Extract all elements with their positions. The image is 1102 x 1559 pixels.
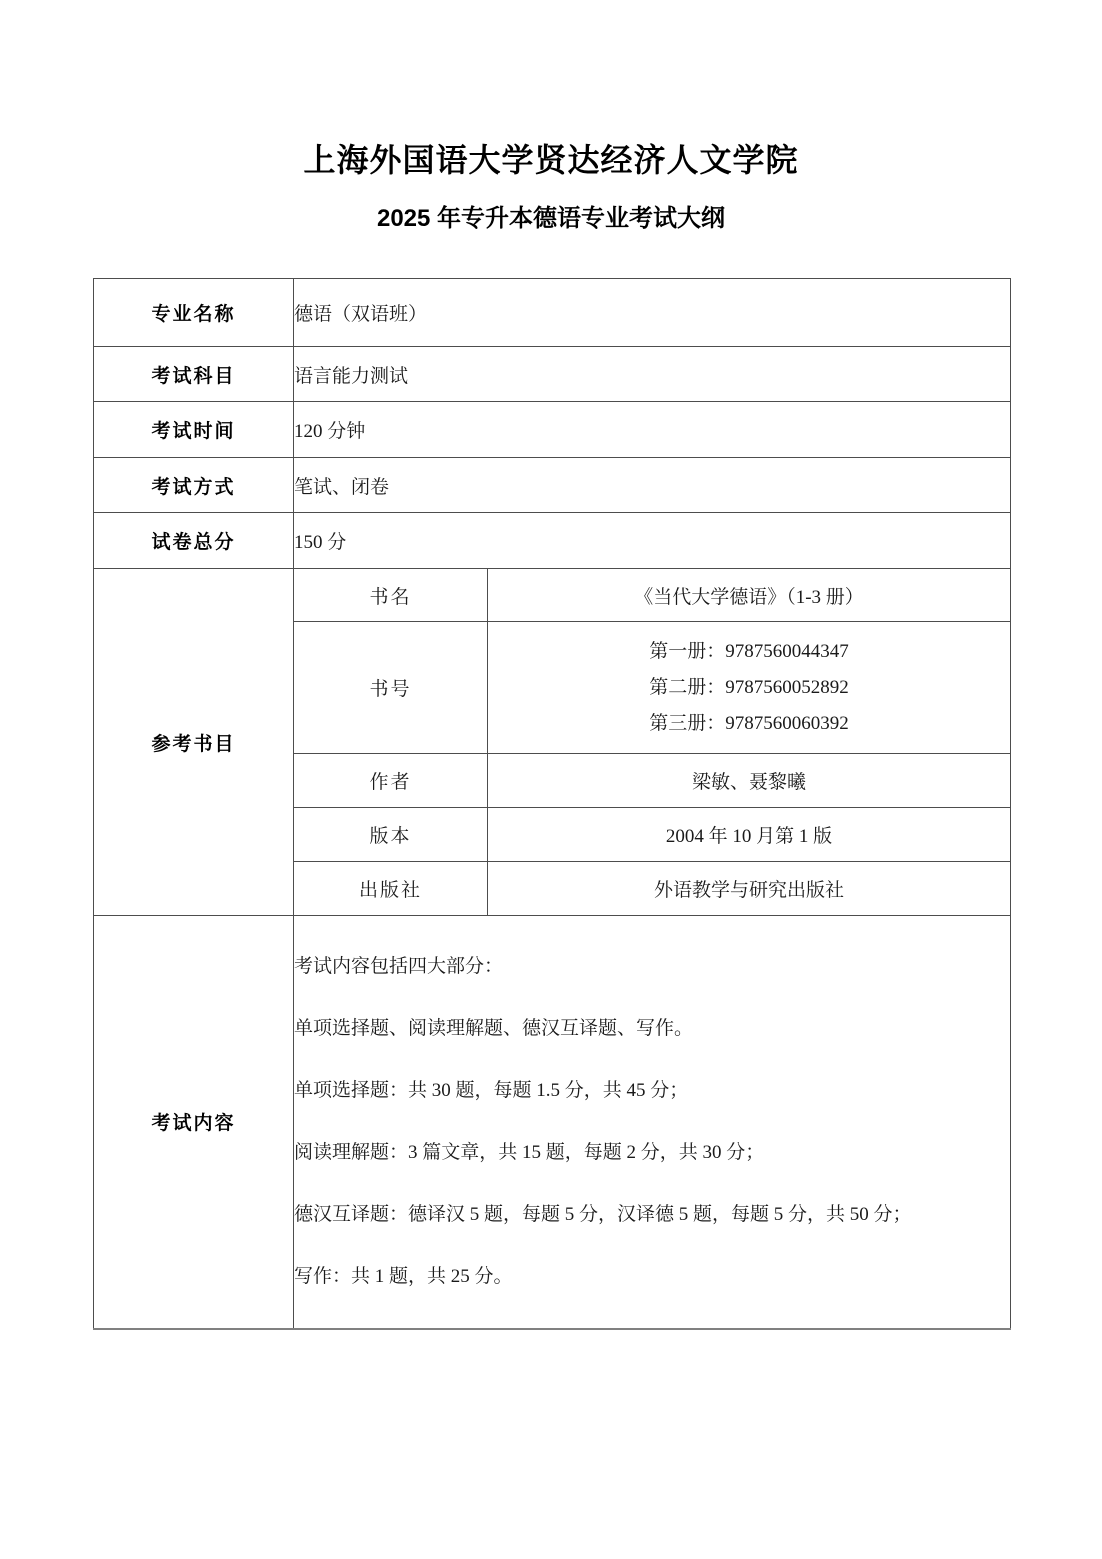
table-row bbox=[94, 347, 1011, 402]
exam-subject-label: 考试科目 bbox=[94, 347, 294, 402]
book-number-line-2: 第二册：9787560052892 bbox=[649, 676, 849, 698]
book-number-value bbox=[488, 622, 1011, 754]
table-row bbox=[94, 569, 1011, 622]
exam-content-line-5: 德汉互译题：德译汉 5 题，每题 5 分，汉译德 5 题，每题 5 分，共 50 分； bbox=[294, 1203, 912, 1225]
exam-content-line-3: 单项选择题：共 30 题，每题 1.5 分，共 45 分； bbox=[294, 1079, 689, 1101]
table-row bbox=[94, 513, 1011, 569]
edition-label: 版本 bbox=[294, 808, 488, 862]
exam-time-value: 120 分钟 bbox=[294, 402, 1011, 458]
reference-books-label: 参考书目 bbox=[94, 569, 294, 916]
page-subtitle: 2025 年专升本德语专业考试大纲 bbox=[376, 205, 726, 232]
table-row bbox=[94, 402, 1011, 458]
book-number-line-1: 第一册：9787560044347 bbox=[649, 640, 849, 662]
major-name-value: 德语（双语班） bbox=[294, 279, 1011, 347]
book-title-label: 书名 bbox=[294, 569, 488, 622]
exam-time-label: 考试时间 bbox=[94, 402, 294, 458]
major-name-label: 专业名称 bbox=[94, 279, 294, 347]
exam-content-line-4: 阅读理解题：3 篇文章，共 15 题，每题 2 分，共 30 分； bbox=[294, 1141, 765, 1163]
exam-content-line-2: 单项选择题、阅读理解题、德汉互译题、写作。 bbox=[294, 1017, 694, 1039]
table-row bbox=[94, 458, 1011, 513]
exam-content-label: 考试内容 bbox=[94, 916, 294, 1329]
total-score-value: 150 分 bbox=[294, 513, 1011, 569]
exam-method-value: 笔试、闭卷 bbox=[294, 458, 1011, 513]
publisher-label: 出版社 bbox=[294, 862, 488, 916]
table-row bbox=[94, 279, 1011, 347]
page-title: 上海外国语大学贤达经济人文学院 bbox=[303, 142, 799, 178]
syllabus-table bbox=[93, 278, 1011, 1330]
exam-content-line-1: 考试内容包括四大部分： bbox=[294, 955, 504, 977]
table-row bbox=[94, 916, 1011, 1329]
book-number-label: 书号 bbox=[294, 622, 488, 754]
exam-subject-value: 语言能力测试 bbox=[294, 347, 1011, 402]
publisher-value: 外语教学与研究出版社 bbox=[488, 862, 1011, 916]
author-value: 梁敏、聂黎曦 bbox=[488, 754, 1011, 808]
exam-method-label: 考试方式 bbox=[94, 458, 294, 513]
total-score-label: 试卷总分 bbox=[94, 513, 294, 569]
exam-content-line-6: 写作：共 1 题，共 25 分。 bbox=[294, 1265, 513, 1287]
exam-content-value bbox=[294, 916, 1011, 1329]
book-number-line-3: 第三册：9787560060392 bbox=[649, 712, 849, 734]
book-title-value: 《当代大学德语》（1-3 册） bbox=[488, 569, 1011, 622]
author-label: 作者 bbox=[294, 754, 488, 808]
edition-value: 2004 年 10 月第 1 版 bbox=[488, 808, 1011, 862]
